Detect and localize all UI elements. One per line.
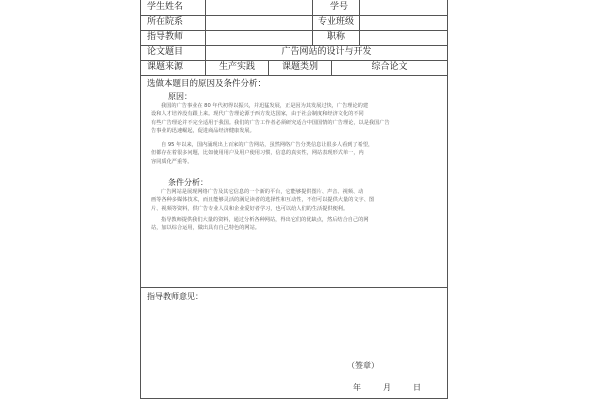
department-label: 所在院系 [147,17,184,27]
advisor-value[interactable] [206,30,312,45]
condition-p1-line-1: 广告网站是展现网络广告及其它信息的一个新的平台，它能够提供图片、声音、视频、动 [161,189,364,195]
advisor-label: 指导教师 [147,32,184,42]
reason-p2-line-2: 但都存在着很多问题，比如使用用户及用户使用习惯，信息的真实性，网站表现形式单一，内 [151,150,364,157]
source-value: 生产实践 [218,62,255,72]
reason-p1-line-4: 告事业的迅速崛起，促进商品经济健康发展。 [151,128,255,135]
advisor-opinion-section [141,288,447,398]
category-label: 课题类别 [281,62,318,72]
form-row-department [141,15,447,31]
condition-paragraph-2 [151,216,439,233]
reason-title: 原因： [168,92,192,101]
form-row-thesis-title [141,45,447,61]
condition-p2-line-1: 指导教师提供我们大量的资料，通过分析各种网站，得出它们的优缺点，然后结合自己的网 [161,217,369,223]
proposal-form [140,0,448,399]
major-class-value[interactable] [360,15,447,30]
date-month-label: 月 [383,383,391,392]
student-name-value[interactable] [206,0,312,15]
reason-paragraph-2 [151,141,439,166]
form-row-source [141,60,447,76]
reason-p1-line-1: 我国的广告事业在 80 年代初得以振兴，并迅猛发展，正是因为其发展过快，广告理论的建 [161,103,369,109]
source-label: 课题来源 [147,62,184,72]
reason-p1-line-3: 有些广告理论并不完全适用于我国。我们的广告工作者必须研究适合中国国情的广告理论，以是我国广告 [151,119,390,126]
major-class-label: 专业班级 [317,17,354,27]
form-row-student [141,0,447,16]
date-day-label: 日 [413,383,421,392]
student-name-label: 学生姓名 [147,2,184,12]
reason-p1-line-2: 设和人才培养没有跟上来。现代广告理论源于西方发达国家，由于社会制度和经济文化的不同 [151,111,364,118]
reason-paragraph-1 [151,102,439,136]
title-rank-value[interactable] [360,30,447,45]
condition-p1-line-3: 片、视频等资料，供广告专业人员和企业爱好者学习，也可以给人们的生活提供便利。 [151,205,349,212]
analysis-heading: 选做本题目的原因及条件分析： [147,79,267,89]
category-value: 综合论文 [371,62,408,72]
form-row-advisor [141,30,447,46]
thesis-title-label: 论文题目 [147,47,184,57]
department-value[interactable] [206,15,312,30]
reason-p2-line-1: 自 95 年以来，国内涌现出上百家的广告网站，虽然网络广告分类信息让很多人看到了希望， [161,142,374,148]
date-year-label: 年 [353,383,361,392]
title-rank-label: 职称 [326,32,345,42]
student-id-label: 学号 [329,2,348,12]
condition-paragraph-1 [151,188,439,213]
condition-p2-line-2: 站，加以综合运用，做出具有自己特色的网站。 [151,225,260,232]
student-id-value[interactable] [360,0,447,15]
reason-p2-line-3: 容同质化严重等。 [151,158,193,165]
condition-title: 条件分析： [168,178,208,187]
advisor-opinion-title: 指导教师意见： [147,292,203,301]
signature-label: （签章） [347,361,379,370]
analysis-section [141,75,447,288]
thesis-title-value: 广告网站的设计与开发 [281,47,372,57]
condition-p1-line-2: 画等各种多媒体技术，而且能够灵活的满足读者的选择性和互动性，不但可以提供大量的文字、图 [151,197,375,204]
